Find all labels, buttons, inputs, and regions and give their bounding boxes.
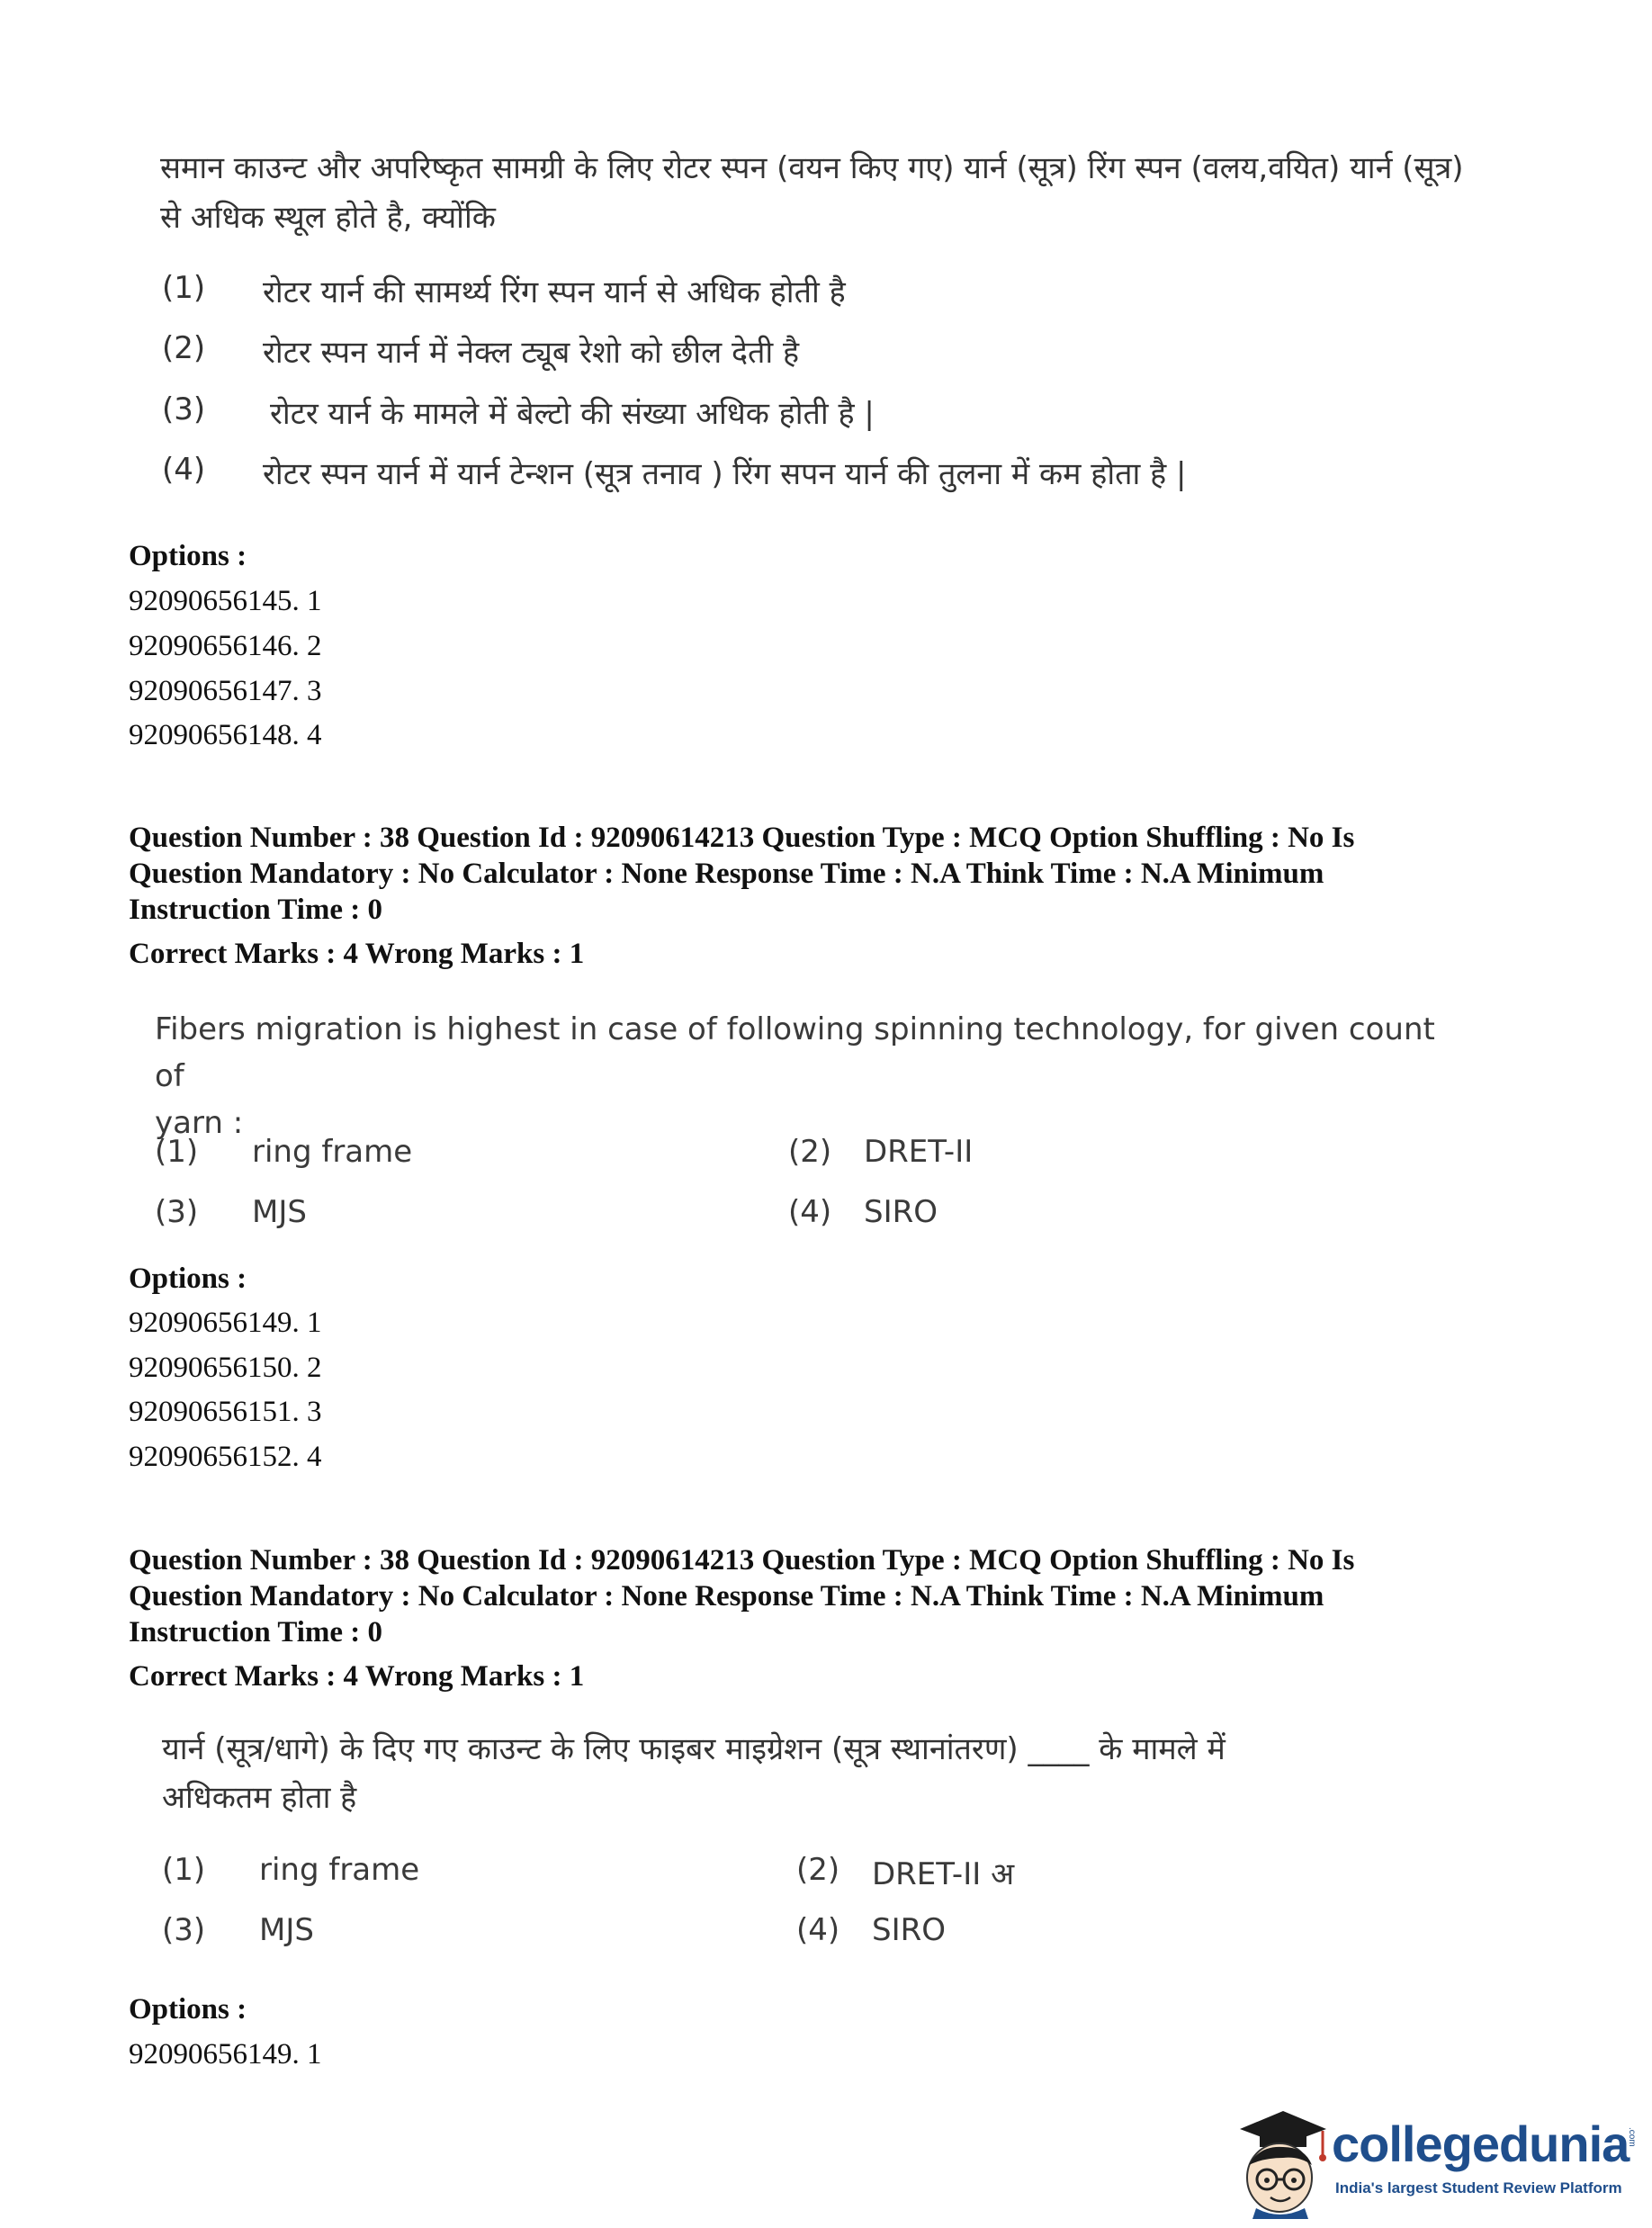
- option-id: 92090656151. 3: [129, 1396, 322, 1428]
- brand-name: collegedunia: [1332, 2116, 1630, 2172]
- choice-text: ring frame: [252, 1134, 413, 1170]
- option-id: 92090656145. 1: [129, 585, 322, 617]
- option-id: 92090656149. 1: [129, 1307, 322, 1339]
- meta-line: Question Number : 38 Question Id : 92090614213 Question Type : MCQ Option Shuffling : No Is: [129, 1544, 1355, 1577]
- option-id: 92090656150. 2: [129, 1352, 322, 1384]
- meta-line: Question Number : 38 Question Id : 92090614213 Question Type : MCQ Option Shuffling : No Is: [129, 822, 1355, 854]
- choice-number: (1): [155, 1134, 199, 1170]
- choice-text: MJS: [259, 1912, 314, 1948]
- choice-number: (2): [162, 330, 206, 366]
- choice-text: SIRO: [864, 1194, 938, 1230]
- meta-line: Instruction Time : 0: [129, 894, 383, 926]
- option-id: 92090656147. 3: [129, 675, 322, 707]
- q38-en-question-text: [155, 1006, 1468, 1146]
- meta-line: Question Mandatory : No Calculator : None Response Time : N.A Think Time : N.A Minimum: [129, 858, 1324, 890]
- option-id: 92090656146. 2: [129, 630, 322, 662]
- choice-number: (2): [796, 1852, 840, 1888]
- question-line: Fibers migration is highest in case of following spinning technology, for given count of: [155, 1011, 1435, 1094]
- collegedunia-logo[interactable]: [1224, 2097, 1647, 2223]
- meta-line: Instruction Time : 0: [129, 1616, 383, 1649]
- choice-text: रोटर स्पन यार्न में यार्न टेन्शन (सूत्र तनाव ) रिंग सपन यार्न की तुलना में कम होता है |: [263, 456, 1187, 492]
- question-marks: Correct Marks : 4 Wrong Marks : 1: [129, 938, 585, 970]
- question-line: अधिकतम होता है: [162, 1780, 357, 1816]
- choice-number: (4): [788, 1194, 832, 1230]
- choice-number: (4): [162, 452, 206, 488]
- choice-number: (1): [162, 270, 206, 306]
- option-id: 92090656148. 4: [129, 719, 322, 751]
- mascot-icon: [1224, 2102, 1330, 2219]
- question-meta: [129, 820, 1532, 928]
- choice-number: (3): [155, 1194, 199, 1230]
- meta-line: Question Mandatory : No Calculator : None Response Time : N.A Think Time : N.A Minimum: [129, 1580, 1324, 1613]
- options-label: Options :: [129, 540, 247, 572]
- question-line: yarn :: [155, 1105, 244, 1141]
- question-meta: [129, 1542, 1532, 1650]
- question-marks: Correct Marks : 4 Wrong Marks : 1: [129, 1660, 585, 1693]
- choice-number: (3): [162, 391, 206, 427]
- option-id: 92090656149. 1: [129, 2038, 322, 2071]
- choice-text: DRET-II अ: [872, 1856, 1015, 1892]
- q38-hi-question-text: [162, 1725, 1476, 1822]
- brand-suffix: .com: [1627, 2127, 1637, 2147]
- choice-text: रोटर स्पन यार्न में नेक्ल ट्यूब रेशो को छील देती है: [263, 335, 800, 371]
- choice-number: (2): [788, 1134, 832, 1170]
- choice-text: ring frame: [259, 1852, 420, 1888]
- options-label: Options :: [129, 1993, 247, 2026]
- q37-question-text: समान काउन्ट और अपरिष्कृत सामग्री के लिए रोटर स्पन (वयन किए गए) यार्न (सूत्र) रिंग स्पन (वलय,वयित) यार्न (सूत्र) से अधिक स्थूल होते है, क्योंकि: [160, 150, 1464, 236]
- choice-number: (3): [162, 1912, 206, 1948]
- choice-text: SIRO: [872, 1912, 946, 1948]
- choice-text: MJS: [252, 1194, 307, 1230]
- options-label: Options :: [129, 1262, 247, 1295]
- choice-number: (1): [162, 1852, 206, 1888]
- choice-text: रोटर यार्न की सामर्थ्य रिंग स्पन यार्न से अधिक होती है: [263, 274, 846, 310]
- option-id: 92090656152. 4: [129, 1441, 322, 1473]
- choice-text: रोटर यार्न के मामले में बेल्टो की संख्या अधिक होती है |: [270, 396, 875, 432]
- brand-tagline: India's largest Student Review Platform: [1335, 2179, 1622, 2197]
- choice-text: DRET-II: [864, 1134, 974, 1170]
- question-line: यार्न (सूत्र/धागे) के दिए गए काउन्ट के लिए फाइबर माइग्रेशन (सूत्र स्थानांतरण) ____ के मामले में: [162, 1731, 1226, 1767]
- choice-number: (4): [796, 1912, 840, 1948]
